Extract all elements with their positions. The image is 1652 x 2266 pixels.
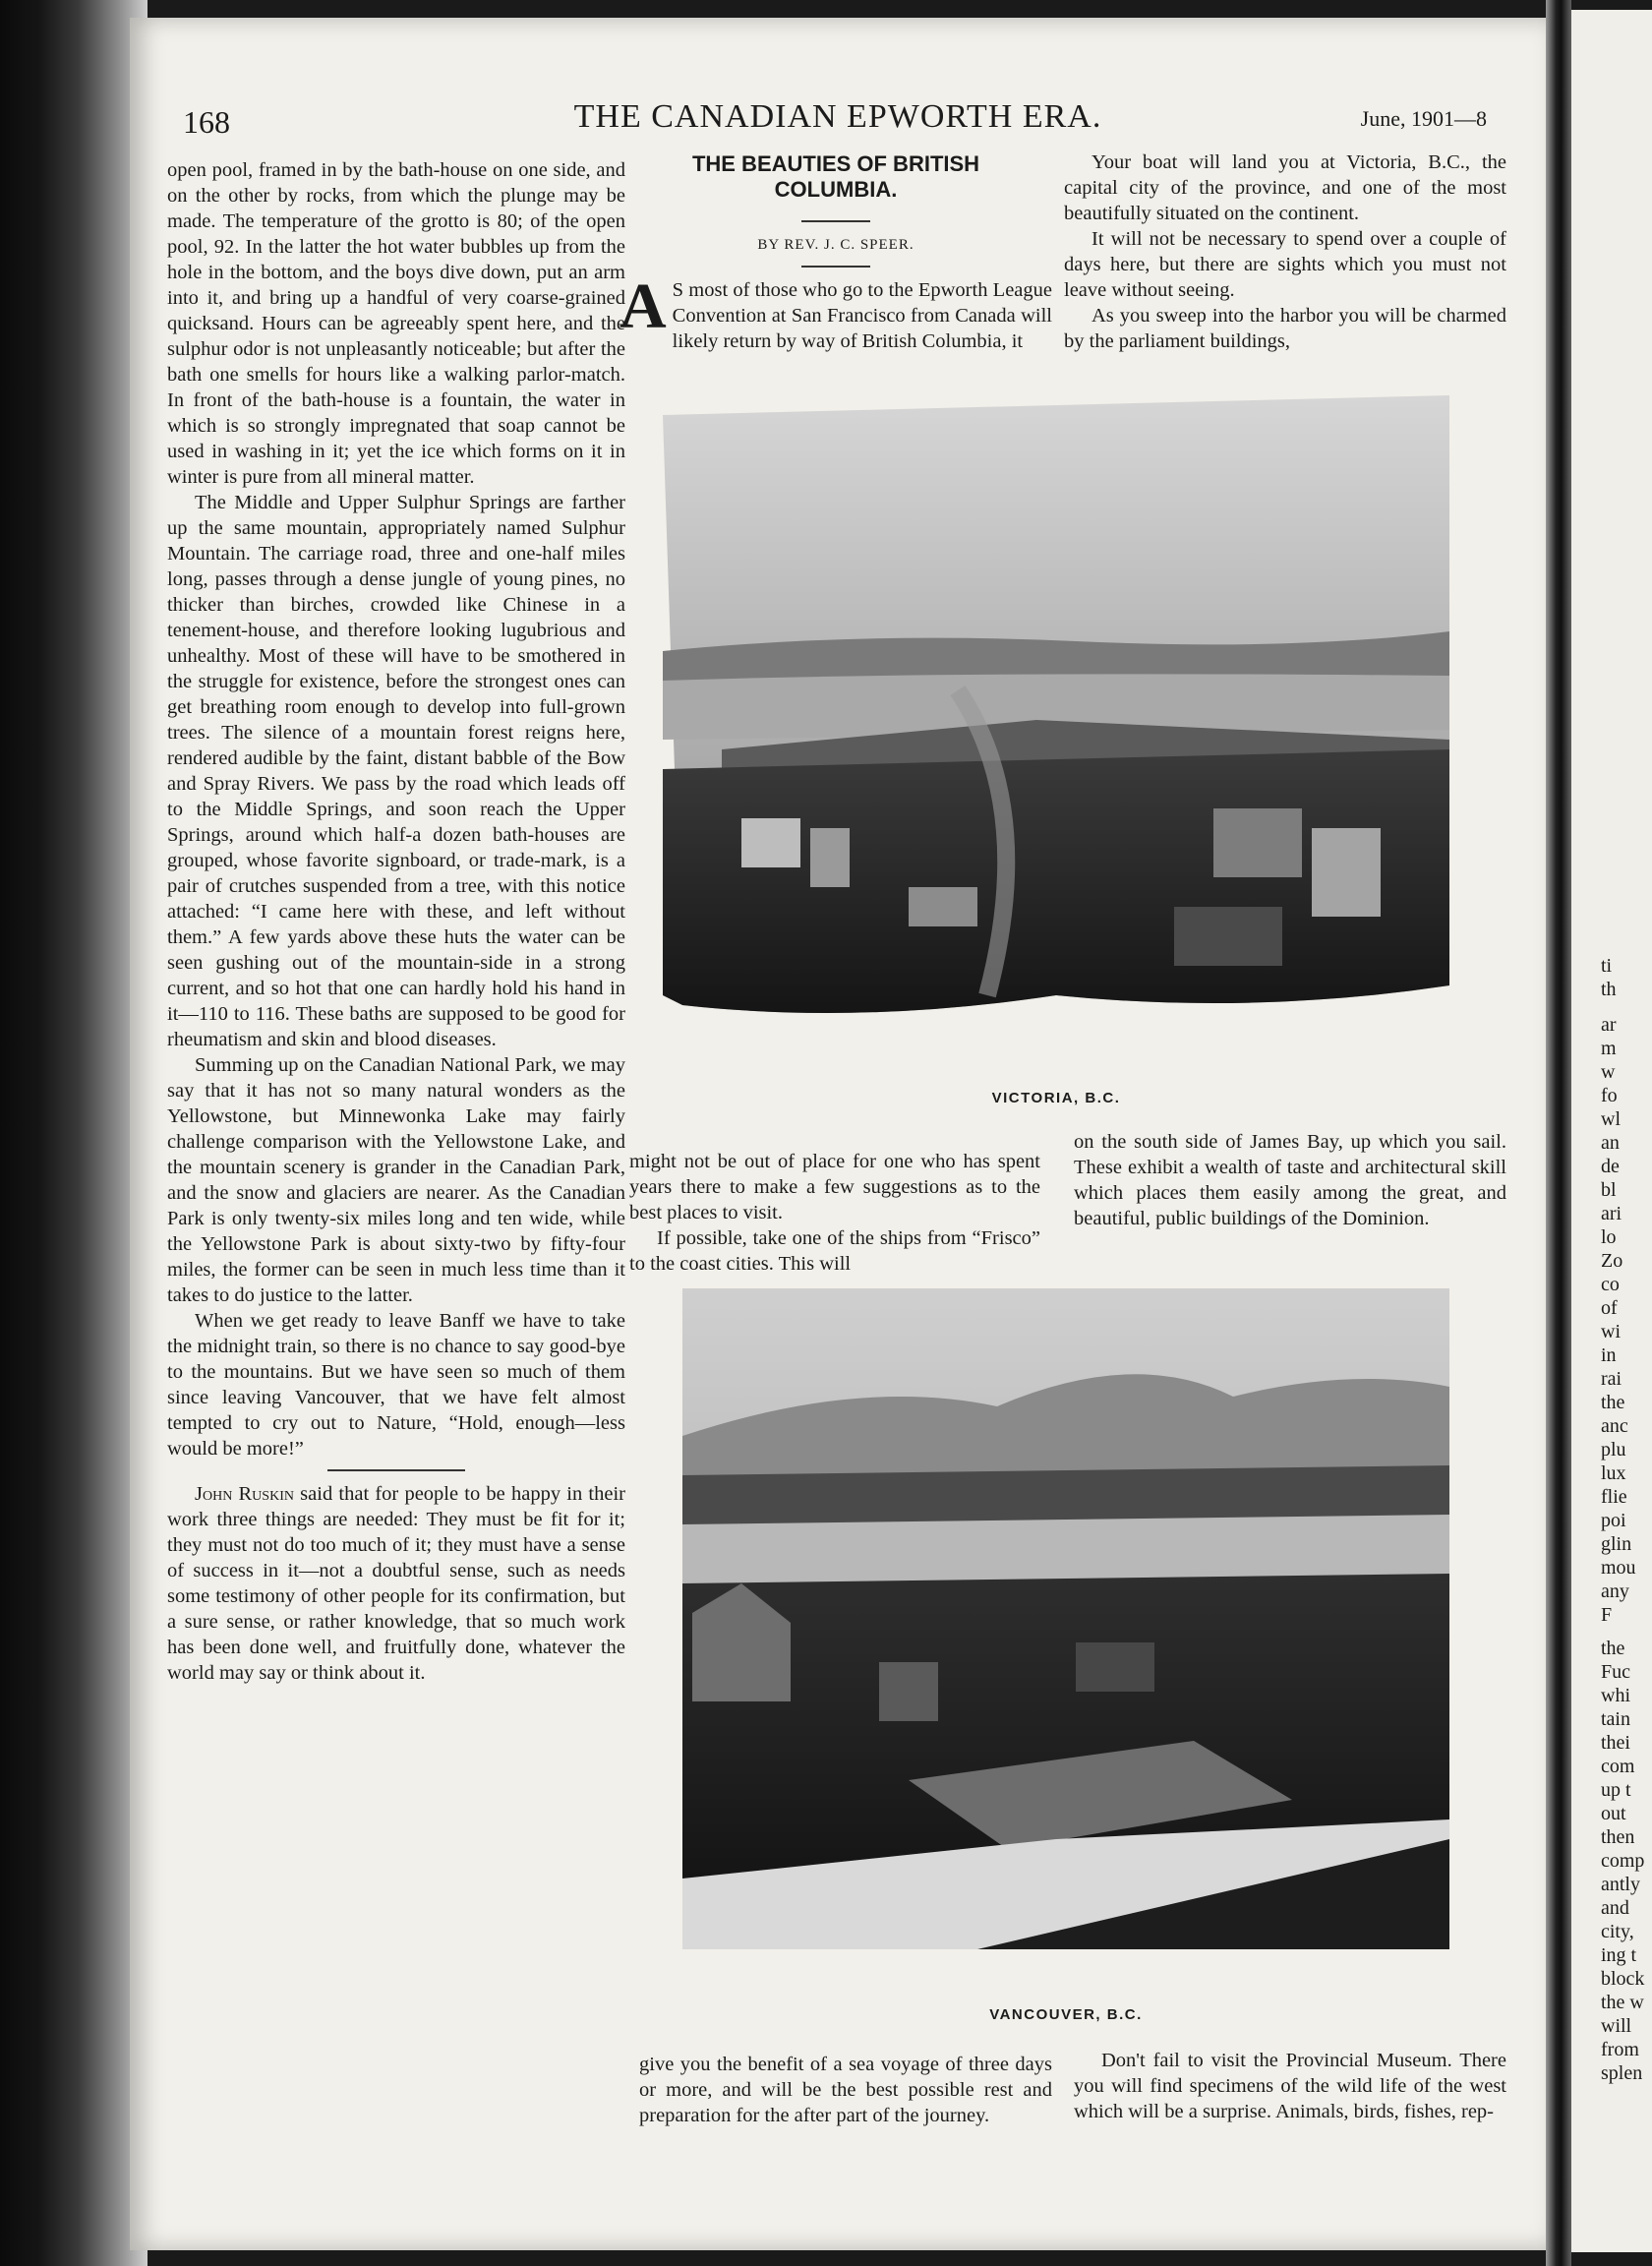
- next-page-fragment: de: [1601, 1156, 1620, 1177]
- next-page-fragment: the w: [1601, 1992, 1644, 2013]
- next-page-edge: [1571, 10, 1652, 2252]
- next-page-fragment: w: [1601, 1061, 1616, 1083]
- next-page-fragment: lux: [1601, 1462, 1626, 1484]
- next-page-fragment: thei: [1601, 1732, 1630, 1754]
- next-page-fragment: in: [1601, 1344, 1617, 1366]
- article-col3-top: [1064, 149, 1506, 354]
- vancouver-photo-image: [682, 1288, 1449, 1949]
- vancouver-photo: [682, 1288, 1449, 1949]
- paragraph: give you the benefit of a sea voyage of three days or more, and will be the best possible rest and preparation for the after part of the journey.: [639, 2054, 1052, 2126]
- article-title: [620, 151, 1052, 203]
- paragraph: The Middle and Upper Sulphur Springs are farther up the same mountain, appropriately named Sulphur Mountain. The carriage road, three and one-half miles long, passes through a dense jungle of young pines, no thicker than birches, crowded like Chinese in a tenement-house, and therefore looking lugubrious and unhealthy. Most of these will have to be smothered in the struggle for existence, before the strongest ones can get breathing room enough to develop into full-grown trees. The silence of a mountain forest reigns here, rendered audible by the faint, distant babble of the Bow and Spray Rivers. We pass by the road which leads off to the Middle Springs, and soon reach the Upper Springs, around which half-a dozen bath-houses are grouped, whose favorite signboard, or trade-mark, is a pair of crutches suspended from a tree, with this notice attached: “I came here with these, and left without them.” A few yards above these huts the water can be seen gushing out of the mountain-side in a strong current, and so hot that one can hardly hold his hand in it—110 to 116. These baths are supposed to be good for rheumatism and skin and blood diseases.: [167, 492, 625, 1050]
- next-page-fragment: fo: [1601, 1085, 1618, 1106]
- drop-cap: A: [620, 270, 667, 342]
- next-page-fragment: mou: [1601, 1557, 1636, 1579]
- paragraph: Summing up on the Canadian National Park, we may say that it has not so many natural wonders as the Yellowstone, but Minnewonka Lake may fairly challenge comparison with the Yellowstone Lake, and the mountain scenery is grander in the Canadian Park, and the snow and glaciers are nearer. As the Canadian Park is only twenty-six miles long and ten wide, while the Yellowstone Park is about sixty-two by fifty-four miles, the former can be seen in much less time than it takes to do justice to the latter.: [167, 1054, 625, 1306]
- intro-paragraph: [620, 270, 1052, 354]
- victoria-photo: [663, 395, 1449, 1029]
- next-page-fragment: wl: [1601, 1108, 1621, 1130]
- article-title-line1: THE BEAUTIES OF BRITISH: [691, 151, 980, 176]
- next-page-fragment: rai: [1601, 1368, 1622, 1390]
- next-page-fragment: th: [1601, 979, 1617, 1000]
- next-page-fragment: any: [1601, 1580, 1629, 1602]
- next-page-fragment: will: [1601, 2015, 1632, 2037]
- next-page-fragment: wi: [1601, 1321, 1621, 1342]
- next-page-fragment: ar: [1601, 1014, 1617, 1036]
- next-page-fragment: glin: [1601, 1533, 1632, 1555]
- next-page-fragment: Fuc: [1601, 1661, 1630, 1683]
- book-gutter: [0, 0, 148, 2266]
- victoria-photo-image: [663, 395, 1449, 1029]
- article-col2-mid: [629, 1149, 1040, 1277]
- page: [130, 18, 1546, 2250]
- next-page-fragment: of: [1601, 1297, 1618, 1319]
- next-page-fragment: co: [1601, 1274, 1620, 1295]
- next-page-fragment: m: [1601, 1038, 1617, 1059]
- article-col3-mid: [1074, 1129, 1506, 1231]
- title-rule: [801, 220, 870, 222]
- next-page-fragment: and: [1601, 1897, 1629, 1919]
- next-page-fragment: Zo: [1601, 1250, 1623, 1272]
- next-page-fragment: antly: [1601, 1874, 1640, 1895]
- journal-title: THE CANADIAN EPWORTH ERA.: [573, 98, 1102, 135]
- next-page-fragment: whi: [1601, 1685, 1630, 1706]
- article-col3-bottom: [1074, 2048, 1506, 2124]
- next-page-fragment: F: [1601, 1604, 1613, 1626]
- next-page-fragment: ing t: [1601, 1944, 1637, 1966]
- next-page-fragment: block: [1601, 1968, 1645, 1990]
- next-page-fragment: splen: [1601, 2062, 1643, 2084]
- paragraph: If possible, take one of the ships from “Frisco” to the coast cities. This will: [629, 1227, 1040, 1275]
- issue-date: June, 1901—8: [1360, 106, 1487, 131]
- book-spine: [1546, 0, 1571, 2266]
- article-title-line2: COLUMBIA.: [774, 177, 898, 202]
- paragraph: on the south side of James Bay, up which you sail. These exhibit a wealth of taste and architectural skill which places them easily among the great, and beautiful, public buildings of the Dominion.: [1074, 1131, 1506, 1229]
- page-number: 168: [183, 104, 230, 140]
- next-page-fragment: flie: [1601, 1486, 1627, 1508]
- next-page-fragment: the: [1601, 1392, 1625, 1413]
- intro-text: S most of those who go to the Epworth League Convention at San Francisco from Canada will likely return by way of British Columbia, it: [672, 279, 1052, 352]
- ruskin-text: said that for people to be happy in their work three things are needed: They must be fit for it; they must not do too much of it; they must have a sense of success in it—not a doubtful sense, such as needs some testimony of other people for its confirmation, but a sure sense, or rather knowledge, that so much work has been done well, and fruitfully done, whatever the world may say or think about it.: [167, 1483, 625, 1684]
- running-header: [130, 98, 1546, 144]
- next-page-fragment: lo: [1601, 1226, 1617, 1248]
- byline-rule: [801, 266, 870, 268]
- next-page-fragment: anc: [1601, 1415, 1628, 1437]
- next-page-fragment: bl: [1601, 1179, 1617, 1201]
- victoria-caption: VICTORIA, B.C.: [991, 1090, 1121, 1106]
- next-page-fragment: plu: [1601, 1439, 1626, 1461]
- vancouver-caption: VANCOUVER, B.C.: [989, 2006, 1143, 2023]
- byline: BY REV. J. C. SPEER.: [757, 237, 914, 253]
- next-page-fragment: com: [1601, 1756, 1635, 1777]
- article-col2-bottom: [639, 2052, 1052, 2128]
- next-page-fragment: poi: [1601, 1510, 1626, 1531]
- paragraph: might not be out of place for one who has spent years there to make a few suggestions as to the best places to visit.: [629, 1151, 1040, 1223]
- next-page-fragment: comp: [1601, 1850, 1645, 1872]
- next-page-fragment: an: [1601, 1132, 1620, 1154]
- article-intro: [620, 151, 1052, 354]
- next-page-fragment: tain: [1601, 1708, 1630, 1730]
- next-page-fragment: the: [1601, 1638, 1625, 1659]
- paragraph: When we get ready to leave Banff we have to take the midnight train, so there is no chance to say good-bye to the mountains. But we have seen so much of them since leaving Vancouver, that we have felt almost tempted to cry out to Nature, “Hold, enough—less would be more!”: [167, 1310, 625, 1460]
- next-page-fragment: out: [1601, 1803, 1626, 1824]
- next-page-fragment: ari: [1601, 1203, 1622, 1224]
- paragraph: Your boat will land you at Victoria, B.C., the capital city of the province, and one of the most beautifully situated on the continent.: [1064, 151, 1506, 224]
- next-page-fragment: city,: [1601, 1921, 1634, 1942]
- paragraph: It will not be necessary to spend over a couple of days here, but there are sights which you must not leave without seeing.: [1064, 228, 1506, 301]
- paragraph: Don't fail to visit the Provincial Museum. There you will find specimens of the wild life of the west which will be a surprise. Animals, birds, fishes, rep-: [1074, 2050, 1506, 2122]
- ruskin-name: John Ruskin: [195, 1483, 294, 1505]
- next-page-fragment: up t: [1601, 1779, 1631, 1801]
- next-page-fragment: from: [1601, 2039, 1639, 2060]
- ruskin-paragraph: [167, 1481, 625, 1686]
- paragraph: open pool, framed in by the bath-house on one side, and on the other by rocks, from which the plunge may be made. The temperature of the grotto is 80; of the open pool, 92. In the latter the hot water bubbles up from the hole in the bottom, and the boys dive down, put an arm into it, and bring up a handful of very coarse-grained quicksand. Hours can be agreeably spent here, and the sulphur odor is not unpleasantly noticeable; but after the bath one smells for hours like a walking parlor-match. In front of the bath-house is a fountain, the water in which is so strongly impregnated that soap cannot be used in washing in it; yet the ice which forms on it in winter is pure from all mineral matter.: [167, 159, 625, 488]
- next-page-fragment: ti: [1601, 955, 1613, 977]
- left-column: [167, 157, 625, 1686]
- section-divider: [327, 1469, 465, 1471]
- paragraph: As you sweep into the harbor you will be charmed by the parliament buildings,: [1064, 305, 1506, 352]
- next-page-fragment: then: [1601, 1826, 1635, 1848]
